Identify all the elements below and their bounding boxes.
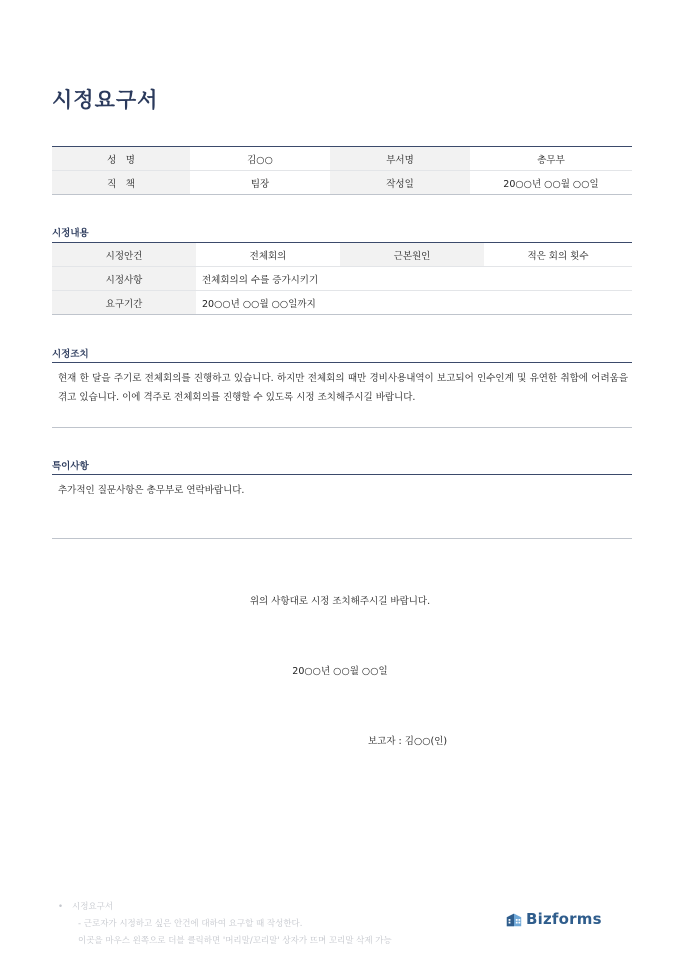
written-date-value: 20○○년 ○○월 ○○일 — [503, 178, 599, 190]
correction-action-heading: 시정조치 — [52, 349, 89, 360]
root-cause-value: 적은 회의 횟수 — [484, 243, 632, 267]
info-table — [52, 146, 632, 195]
footer-line-2: 이곳을 마우스 왼쪽으로 더블 클릭하면 '머리말/꼬리말' 상자가 뜨며 꼬리말 삭제 가능 — [78, 936, 392, 946]
position-value: 팀장 — [250, 178, 270, 190]
reporter-signature: 보고자 : 김○○(인) — [368, 736, 448, 747]
special-notes-text: 추가적인 질문사항은 총무부로 연락바랍니다. — [58, 485, 245, 496]
footer-title: 시정요구서 — [72, 902, 114, 912]
name-value: 김○○ — [190, 147, 330, 171]
special-notes-heading: 특이사항 — [52, 461, 89, 472]
correction-content-table — [52, 242, 632, 315]
special-notes-box — [52, 474, 632, 539]
matter-value: 전체회의의 수를 증가시키기 — [196, 267, 632, 291]
building-logo-icon — [505, 910, 523, 928]
correction-content-heading: 시정내용 — [52, 228, 89, 239]
name-label: 성 명 — [52, 147, 190, 171]
written-date-label: 작성일 — [330, 171, 470, 195]
footer-note[interactable] — [58, 899, 392, 950]
correction-action-box — [52, 362, 632, 428]
period-value: 20○○년 ○○월 ○○일까지 — [202, 298, 316, 310]
page-title: 시정요구서 — [52, 88, 159, 112]
correction-action-text: 현재 한 달을 주기로 전체회의를 진행하고 있습니다. 하지만 전체회의 때만 경비사용내역이 보고되어 인수인계 및 유연한 취합에 어려움을 겪고 있습니다. 이에 격주로 전체회의를 진행할 수 있도록 시정 조치해주시길 바랍니다. — [58, 373, 628, 403]
root-cause-label: 근본원인 — [340, 243, 484, 267]
table-row — [52, 243, 632, 267]
table-row — [52, 147, 632, 171]
table-row — [52, 291, 632, 315]
position-label: 직 책 — [52, 171, 190, 195]
table-row — [52, 171, 632, 195]
footer-line-1: - 근로자가 시정하고 싶은 안건에 대하여 요구할 때 작성한다. — [78, 919, 303, 929]
department-label: 부서명 — [330, 147, 470, 171]
agenda-value: 전체회의 — [196, 243, 340, 267]
period-label: 요구기간 — [52, 291, 196, 315]
matter-label: 시정사항 — [52, 267, 196, 291]
agenda-label: 시정안건 — [52, 243, 196, 267]
footer-bullet: • — [58, 902, 64, 912]
brand-logo — [505, 910, 602, 928]
department-value: 총무부 — [470, 147, 632, 171]
table-row — [52, 267, 632, 291]
closing-request: 위의 사항대로 시정 조치해주시길 바랍니다. — [249, 596, 431, 607]
brand-name: Bizforms — [526, 910, 602, 928]
closing-date: 20○○년 ○○월 ○○일 — [292, 666, 388, 677]
